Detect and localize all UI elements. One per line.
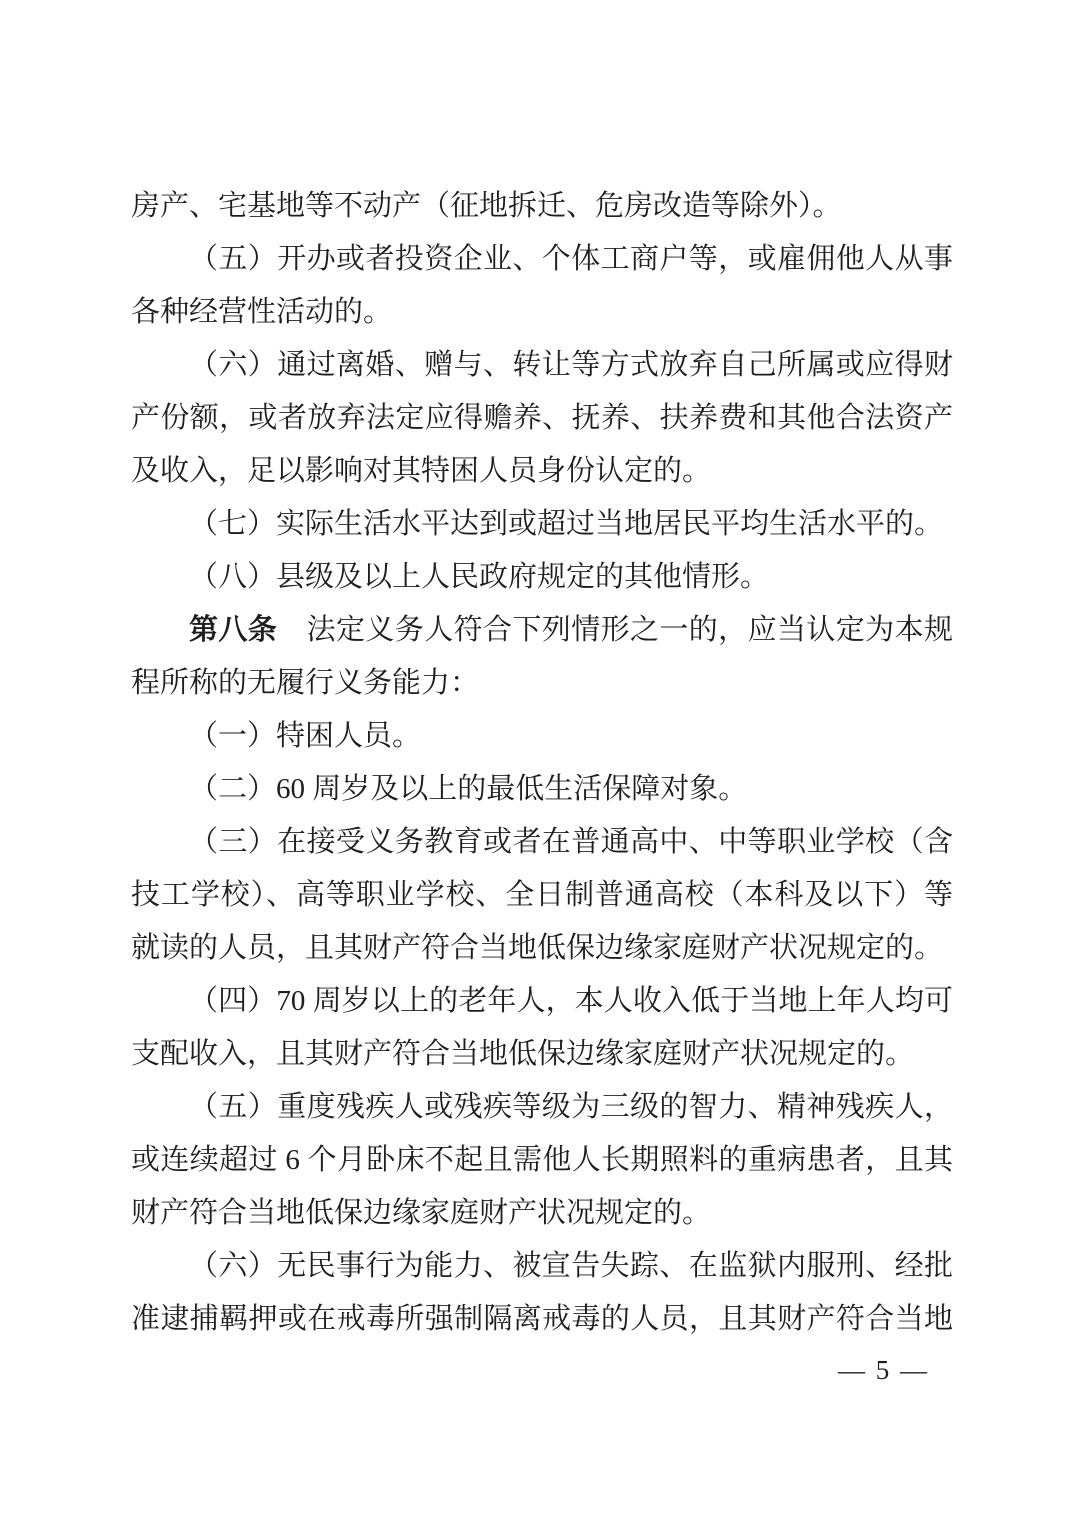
document-line: （五）开办或者投资企业、个体工商户等，或雇佣他人从事 [189,243,953,275]
document-line: （四）70 周岁以上的老年人，本人收入低于当地上年人均可 [189,985,953,1017]
document-line: （六）无民事行为能力、被宣告失踪、在监狱内服刑、经批 [189,1250,953,1282]
document-line: 技工学校）、高等职业学校、全日制普通高校（本科及以下）等 [131,879,953,911]
document-body [131,180,953,1346]
article-heading-text: 法定义务人符合下列情形之一的，应当认定为本规 [277,614,953,646]
document-line: （八）县级及以上人民政府规定的其他情形。 [189,561,770,593]
document-line: （三）在接受义务教育或者在普通高中、中等职业学校（含 [189,826,953,858]
document-line: 及收入，足以影响对其特困人员身份认定的。 [131,455,712,487]
document-line: 财产符合当地低保边缘家庭财产状况规定的。 [131,1197,712,1229]
document-line-article-8 [131,604,953,657]
document-line: （五）重度残疾人或残疾等级为三级的智力、精神残疾人， [189,1091,953,1123]
document-line: 程所称的无履行义务能力： [131,667,480,699]
page-number: — 5 — [838,1355,929,1385]
document-line: 或连续超过 6 个月卧床不起且需他人长期照料的重病患者，且其 [131,1144,953,1176]
article-heading: 第八条 [189,614,278,646]
document-line: （一）特困人员。 [189,720,422,752]
document-line: （二）60 周岁及以上的最低生活保障对象。 [189,773,748,805]
document-line: 各种经营性活动的。 [131,296,393,328]
document-line: 准逮捕羁押或在戒毒所强制隔离戒毒的人员，且其财产符合当地 [131,1303,953,1335]
document-line: 就读的人员，且其财产符合当地低保边缘家庭财产状况规定的。 [131,932,944,964]
document-line: 房产、宅基地等不动产（征地拆迁、危房改造等除外）。 [131,190,842,222]
document-line: （六）通过离婚、赠与、转让等方式放弃自己所属或应得财 [189,349,953,381]
document-line: （七）实际生活水平达到或超过当地居民平均生活水平的。 [189,508,944,540]
document-line: 产份额，或者放弃法定应得赡养、抚养、扶养费和其他合法资产 [131,402,953,434]
document-line: 支配收入，且其财产符合当地低保边缘家庭财产状况规定的。 [131,1038,915,1070]
